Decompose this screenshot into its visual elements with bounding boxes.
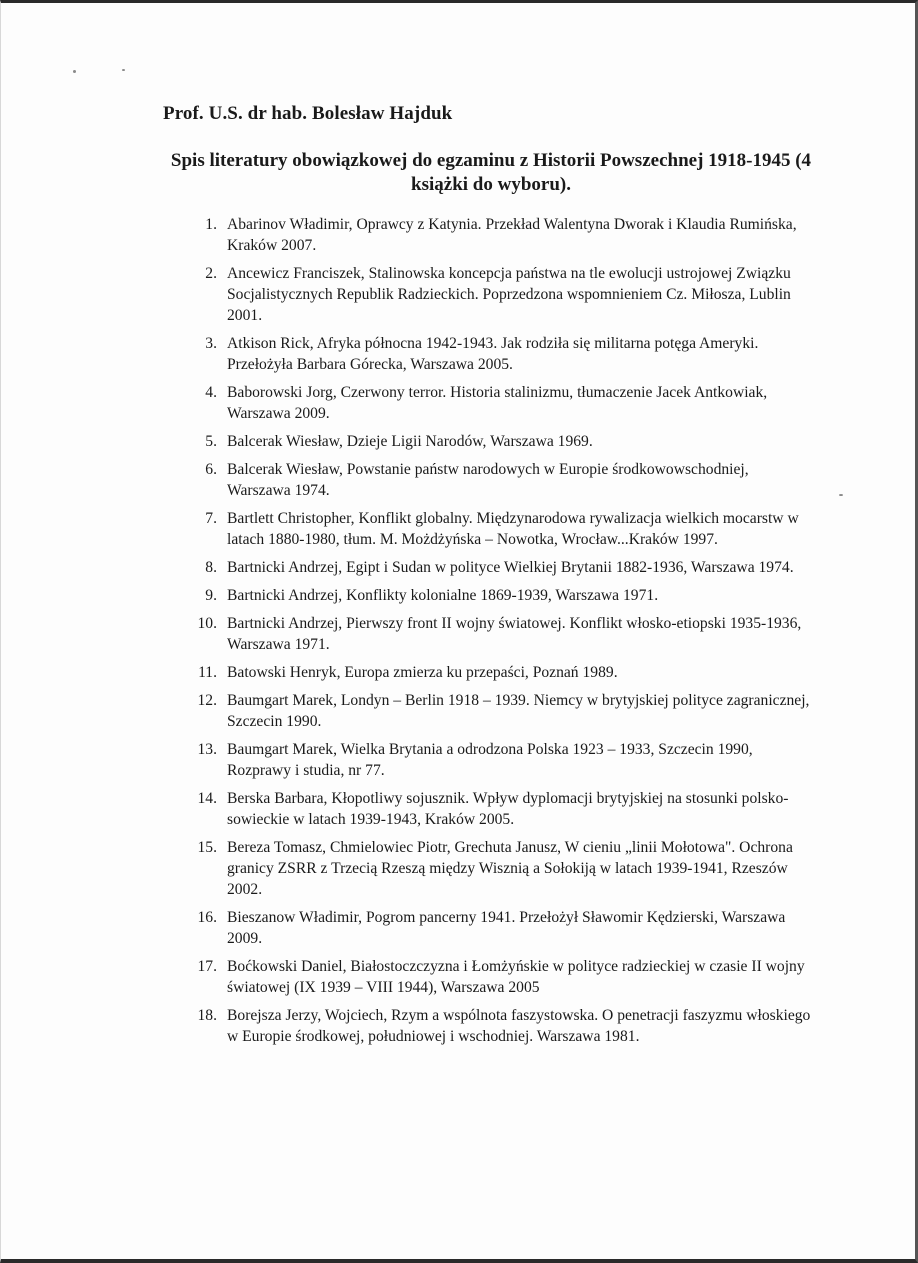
item-gap: [217, 690, 227, 732]
item-text: Balcerak Wiesław, Powstanie państw narodowych w Europie środkowowschodniej, Warszawa 1974.: [227, 461, 749, 499]
item-number: 14.: [197, 790, 217, 807]
item-number: 7.: [205, 510, 217, 527]
item-number: 8.: [205, 559, 217, 576]
bibliography-item: [189, 788, 811, 830]
item-gap: [217, 431, 227, 452]
item-text: Bartnicki Andrzej, Egipt i Sudan w polityce Wielkiej Brytanii 1882-1936, Warszawa 1974.: [227, 559, 794, 576]
item-gap: [217, 508, 227, 550]
item-number: 9.: [205, 587, 217, 604]
bibliography-item: [189, 907, 811, 949]
item-text: Bieszanow Władimir, Pogrom pancerny 1941. Przełożył Sławomir Kędzierski, Warszawa 2009.: [227, 909, 786, 947]
author-name: Prof. U.S. dr hab. Bolesław Hajduk: [163, 103, 453, 124]
item-text: Bartnicki Andrzej, Konflikty kolonialne 1869-1939, Warszawa 1971.: [227, 587, 659, 604]
bibliography-item: [189, 739, 811, 781]
item-number: 15.: [197, 839, 217, 856]
item-gap: [217, 1005, 227, 1047]
item-gap: [217, 585, 227, 606]
item-gap: [217, 662, 227, 683]
bibliography-item: [189, 459, 811, 501]
bibliography-item: [189, 431, 811, 452]
item-text: Atkison Rick, Afryka północna 1942-1943. Jak rodziła się militarna potęga Ameryki. Przełożyła Barbara Górecka, Warszawa 2005.: [227, 335, 759, 373]
item-text: Bereza Tomasz, Chmielowiec Piotr, Grechuta Janusz, W cieniu „linii Mołotowa". Ochrona granicy ZSRR z Trzecią Rzeszą między Wisznią a Sołokiją w latach 1939-1941, Rzeszów 2002.: [227, 839, 793, 898]
bibliography-item: [189, 662, 811, 683]
item-gap: [217, 459, 227, 501]
item-number: 1.: [205, 216, 217, 233]
bibliography-item: [189, 613, 811, 655]
item-number: 5.: [205, 433, 217, 450]
item-number: 13.: [197, 741, 217, 758]
bibliography-item: [189, 837, 811, 900]
item-number: 10.: [197, 615, 217, 632]
item-gap: [217, 739, 227, 781]
item-text: Ancewicz Franciszek, Stalinowska koncepcja państwa na tle ewolucji ustrojowej Związku Socjalistycznych Republik Radzieckich. Poprzedzona wspomnieniem Cz. Miłosza, Lublin 2001.: [227, 265, 791, 324]
item-gap: [217, 263, 227, 326]
item-gap: [217, 382, 227, 424]
bibliography-item: [189, 585, 811, 606]
item-number: 16.: [197, 909, 217, 926]
item-text: Batowski Henryk, Europa zmierza ku przepaści, Poznań 1989.: [227, 664, 618, 681]
item-text: Baumgart Marek, Wielka Brytania a odrodzona Polska 1923 – 1933, Szczecin 1990, Rozprawy i studia, nr 77.: [227, 741, 753, 779]
item-number: 11.: [198, 664, 217, 681]
item-text: Baborowski Jorg, Czerwony terror. Historia stalinizmu, tłumaczenie Jacek Antkowiak, Warszawa 2009.: [227, 384, 768, 422]
scan-speck: [122, 69, 125, 71]
bibliography-item: [189, 690, 811, 732]
item-text: Balcerak Wiesław, Dzieje Ligii Narodów, Warszawa 1969.: [227, 433, 593, 450]
item-number: 3.: [205, 335, 217, 352]
item-gap: [217, 907, 227, 949]
item-number: 17.: [197, 958, 217, 975]
item-number: 2.: [205, 265, 217, 282]
document-title: Spis literatury obowiązkowej do egzaminu z Historii Powszechnej 1918-1945 (4 książki do wyboru).: [170, 150, 812, 195]
bibliography-item: [189, 333, 811, 375]
bibliography-item: [189, 382, 811, 424]
scan-speck: [839, 494, 843, 496]
bibliography-item: [189, 956, 811, 998]
item-text: Boćkowski Daniel, Białostoczczyzna i Łomżyńskie w polityce radzieckiej w czasie II wojny światowej (IX 1939 – VIII 1944), Warszawa 2005: [227, 958, 805, 996]
item-gap: [217, 557, 227, 578]
scan-speck: [73, 70, 76, 73]
item-gap: [217, 214, 227, 256]
item-gap: [217, 837, 227, 900]
item-text: Bartlett Christopher, Konflikt globalny. Międzynarodowa rywalizacja wielkich mocarstw w latach 1880-1980, tłum. M. Możdżyńska – Nowotka, Wrocław...Kraków 1997.: [227, 510, 799, 548]
bibliography-item: [189, 214, 811, 256]
item-number: 12.: [197, 692, 217, 709]
bibliography-item: [189, 508, 811, 550]
item-number: 18.: [197, 1007, 217, 1024]
item-text: Bartnicki Andrzej, Pierwszy front II wojny światowej. Konflikt włosko-etiopski 1935-1936, Warszawa 1971.: [227, 615, 802, 653]
item-gap: [217, 613, 227, 655]
item-text: Borejsza Jerzy, Wojciech, Rzym a wspólnota faszystowska. O penetracji faszyzmu włoskiego w Europie środkowej, południowej i wschodniej. Warszawa 1981.: [227, 1007, 811, 1045]
item-text: Baumgart Marek, Londyn – Berlin 1918 – 1939. Niemcy w brytyjskiej polityce zagranicznej, Szczecin 1990.: [227, 692, 810, 730]
item-text: Berska Barbara, Kłopotliwy sojusznik. Wpływ dyplomacji brytyjskiej na stosunki polsko-sowieckie w latach 1939-1943, Kraków 2005.: [227, 790, 789, 828]
item-text: Abarinov Władimir, Oprawcy z Katynia. Przekład Walentyna Dworak i Klaudia Rumińska, Kraków 2007.: [227, 216, 797, 254]
bibliography-item: [189, 1005, 811, 1047]
bibliography-list: [189, 214, 811, 1054]
item-gap: [217, 956, 227, 998]
item-number: 6.: [205, 461, 217, 478]
item-gap: [217, 333, 227, 375]
item-gap: [217, 788, 227, 830]
bibliography-item: [189, 263, 811, 326]
item-number: 4.: [205, 384, 217, 401]
bibliography-item: [189, 557, 811, 578]
